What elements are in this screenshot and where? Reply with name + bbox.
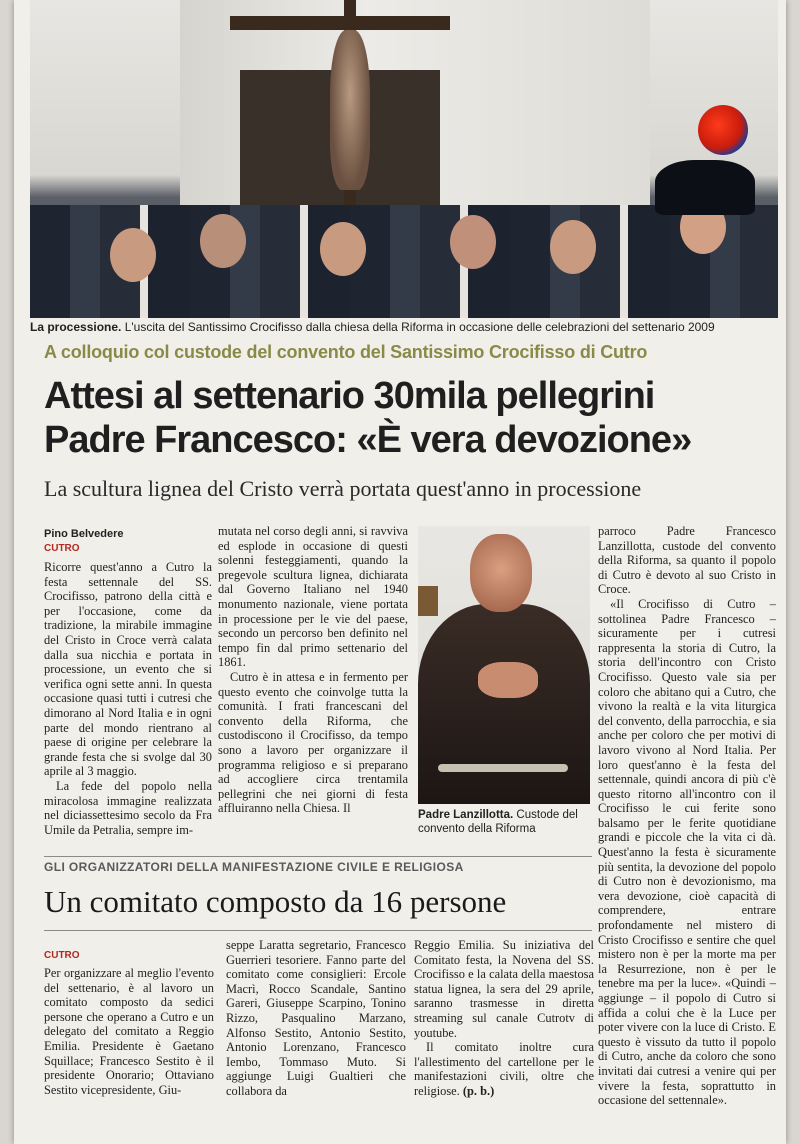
friar-robe (418, 604, 590, 804)
headline-line2: Padre Francesco: «È vera devozione» (44, 419, 692, 461)
portrait-caption-label: Padre Lanzillotta. (418, 809, 514, 821)
section-column-2 (226, 938, 406, 1099)
section-column-3 (414, 938, 594, 1099)
person-head (320, 222, 366, 276)
person-head (550, 220, 596, 274)
procession-photo (30, 0, 778, 318)
headline-line1: Attesi al settenario 30mila pellegrini (44, 375, 655, 417)
section-kicker: GLI ORGANIZZATORI DELLA MANIFESTAZIONE CIVILE E RELIGIOSA (44, 860, 464, 874)
article-column-2 (218, 524, 408, 816)
person-head (450, 215, 496, 269)
person-head (110, 228, 156, 282)
signoff: (p. b.) (462, 1083, 495, 1098)
dateline: CUTRO (44, 543, 80, 554)
paragraph-text: Il comitato inoltre cura l'allestimento del cartellone per le manifestazioni civili, oltre che religiose. (414, 1040, 594, 1098)
paragraph: parroco Padre Francesco Lanzillotta, custode del convento della Riforma, sa quanto il popolo di Cutro è devoto al suo Cristo in Croce. (598, 524, 776, 597)
article-kicker: A colloquio col custode del convento del Santissimo Crocifisso di Cutro (44, 342, 648, 362)
paragraph: Reggio Emilia. Su iniziativa del Comitato festa, la Novena del SS. Crocifisso e la calata della maestosa statua lignea, la sera del 29 aprile, saranno trasmesse in diretta streaming sul canale Cutrotv di youtube. (414, 938, 594, 1040)
newspaper-page (14, 0, 786, 1144)
portrait-caption-text: Custode del convento della Riforma (418, 809, 578, 835)
section-headline: Un comitato composto da 16 persone (44, 884, 507, 919)
section-divider (44, 856, 592, 857)
paragraph: «Il Crocifisso di Cutro – sottolinea Padre Francesco – sicuramente per i cutresi rappresenta la storia di Cutro, la storia dell'incontro con Cristo Crocifisso. Questo vale sia per coloro che abitano qui a Cutro, che vivono la realtà e la vita liturgica del convento, della parrocchia, e sia anche per coloro che per motivi di lavoro vivono al Nord Italia. Per loro quest'anno è la festa del settennale, quindi ancora di più c'è questo ritorno all'incontro con il Crocifisso le cui ferite sono balsamo per le ferite quotidiane grandi e piccole che la vita ci dà. Quest'anno la festa è sicuramente più sentita, la devozione del popolo di Cutro non è devozionismo, ma vera devozione, cioè capacità di comprendere, entrare profondamente nel mistero di Cristo Crocifisso e sentire che quel mistero non è per la morte ma per la Resurrezione, non è per le tenebre ma per la luce». «Quindi – aggiunge – il popolo di Cutro si affida a colui che è la Luce per poter vivere con la luce di Cristo. E questo è vissuto da tutto il popolo di Cutro, anche da coloro che sono invitati dai cutresi a venire qui per vivere la festa, soprattutto in occasione del settennale». (598, 596, 776, 1108)
carabiniere-hat (655, 160, 755, 215)
picture-frame (418, 586, 438, 616)
section-column-1 (44, 966, 214, 1097)
article-deck: La scultura lignea del Cristo verrà portata quest'anno in processione (44, 476, 642, 501)
paragraph: seppe Laratta segretario, Francesco Guerrieri tesoriere. Fanno parte del comitato come consiglieri: Ercole Macrì, Rocco Scandale, Santino Gareri, Giuseppe Scarpino, Tonino Rizzo, Pasqualino Marzano, Alfonso Sestito, Antonio Sestito, Antonio Lorenzano, Francesco Iembo, Tommaso Muto. Si aggiunge Luigi Gualtieri che collabora da (226, 938, 406, 1098)
photo-caption-text: L'uscita del Santissimo Crocifisso dalla chiesa della Riforma in occasione delle celebrazioni del settenario 2009 (124, 320, 715, 334)
article-column-1 (44, 560, 212, 837)
paragraph: Ricorre quest'anno a Cutro la festa settennale del SS. Crocifisso, patrono della città e per l'occasione, come da tradizione, la mirabile immagine del Cristo in Croce verrà calata dalla sua nicchia e portata in processione, un evento che si verifica ogni sette anni. In questa occasione quasi tutti i cutresi che dimorano al Nord Italia e in ogni parte del mondo rientrano al paese di origine per celebrare la grande festa che si svolge dal 30 aprile al 3 maggio. (44, 560, 212, 779)
friar-hands (478, 662, 538, 698)
christ-statue (330, 30, 370, 190)
portrait-caption (418, 808, 594, 836)
padre-portrait (418, 526, 590, 804)
byline: Pino Belvedere (44, 528, 124, 540)
paragraph: La fede del popolo nella miracolosa immagine realizzata nel diciassettesimo secolo da Fra Umile da Petralia, sempre im- (44, 778, 212, 837)
section-dateline: CUTRO (44, 950, 80, 961)
section-divider (44, 930, 592, 931)
photo-caption-label: La processione. (30, 320, 122, 334)
friar-cord (438, 764, 568, 772)
paragraph (414, 1040, 594, 1098)
photo-caption (30, 320, 778, 334)
person-head (200, 214, 246, 268)
carabiniere-plume (698, 105, 748, 155)
paragraph: Per organizzare al meglio l'evento del settenario, è al lavoro un comitato composto da sedici persone che operano a Cutro e un delegato del comitato a Reggio Emilia. Presidente è Gaetano Squillace; Francesco Sestito è il presidente Onorario; Ottaviano Sestito vicepresidente, Giu- (44, 966, 214, 1097)
paragraph: mutata nel corso degli anni, si ravviva ed esplode in occasione di questi solenni festeggiamenti, quando la pregevole scultura lignea, dichiarata dal Governo Italiano nel 1940 monumento nazionale, viene portata in processione per le vie del paese, secondo un percorso ben definito nel tempo fin dal primo settenario del 1861. (218, 524, 408, 670)
crucifix-crossbar (230, 16, 450, 30)
article-column-3 (598, 524, 776, 1108)
friar-head (470, 534, 532, 612)
paragraph: Cutro è in attesa e in fermento per questo evento che coinvolge tutta la comunità. I frati francescani del convento della Riforma, che custodiscono il Crocifisso, da tempo sono a lavoro per organizzare il programma religioso e si preparano ad accogliere circa trentamila pellegrini che nei giorni di festa affluiranno nella Chiesa. Il (218, 669, 408, 816)
